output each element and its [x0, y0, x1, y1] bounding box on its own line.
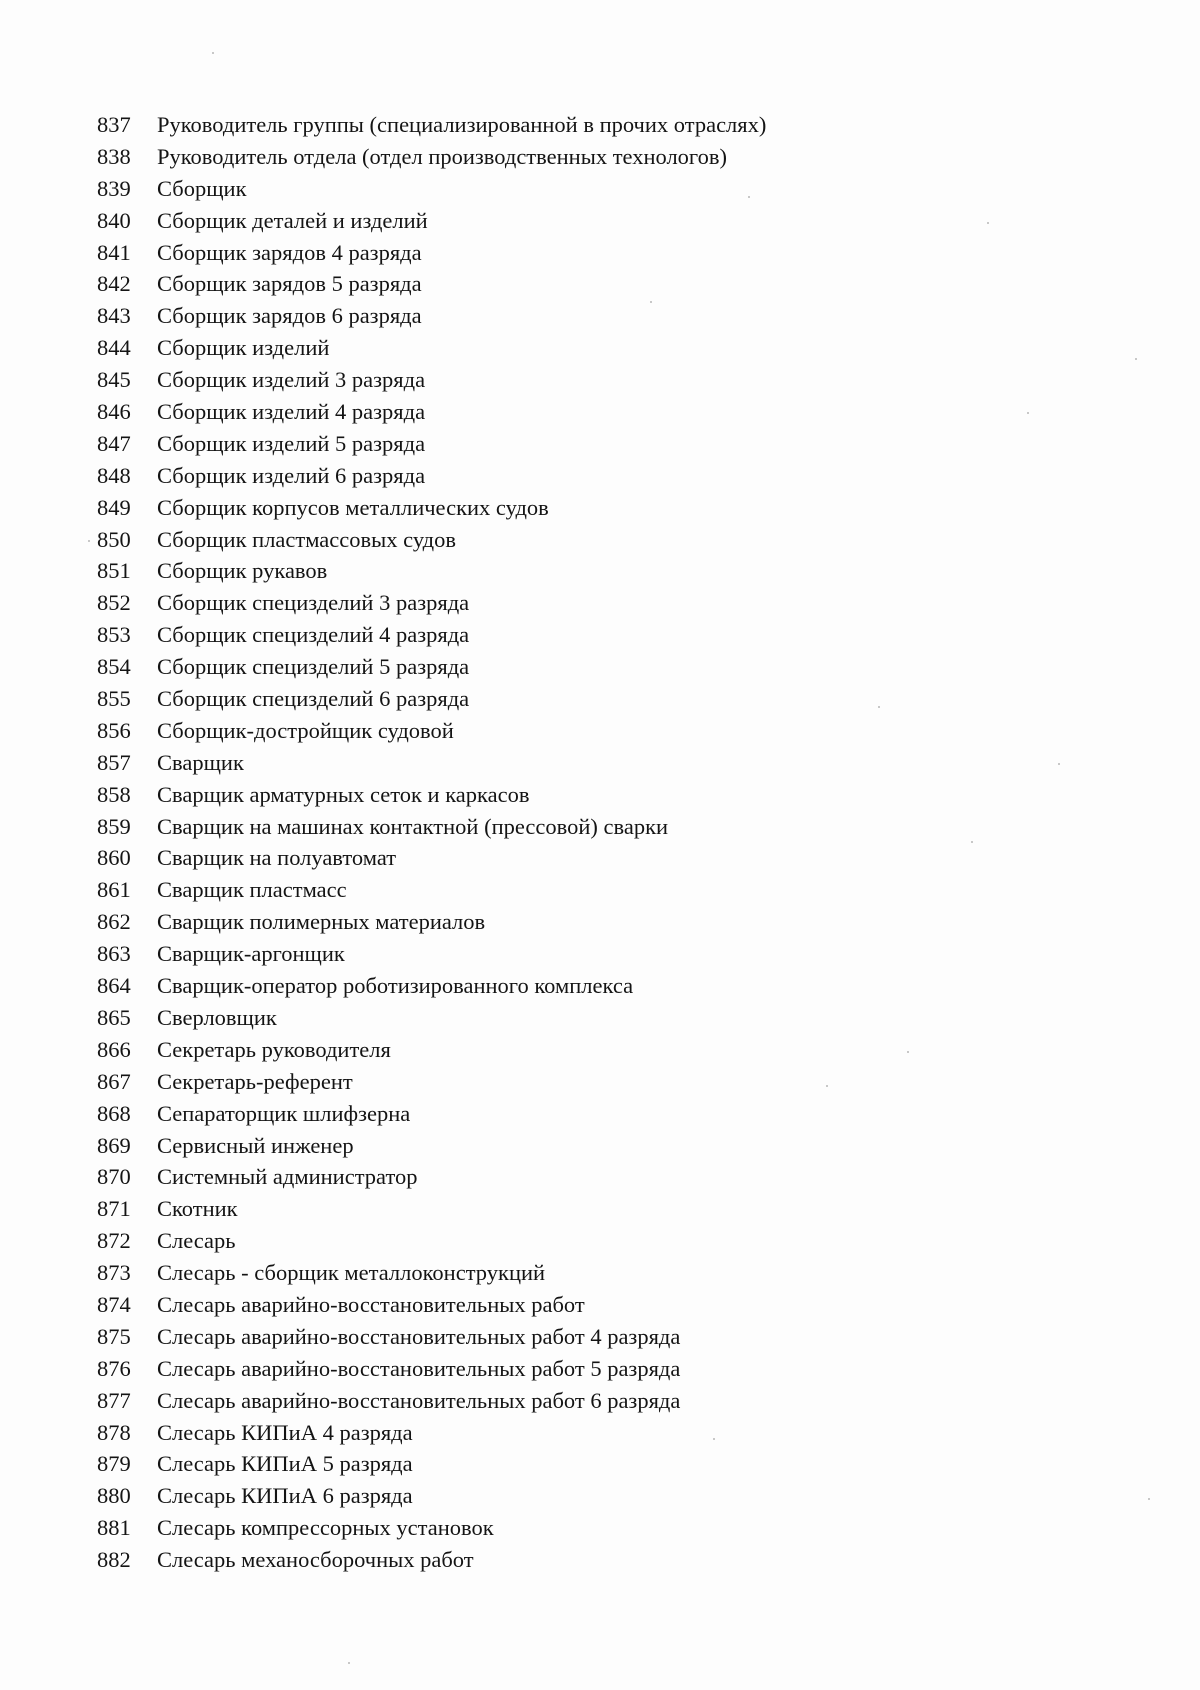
- entry-number: 876: [97, 1355, 131, 1381]
- list-item: [97, 208, 1097, 240]
- entry-number: 872: [97, 1228, 131, 1254]
- list-item: [97, 845, 1097, 877]
- list-item: [97, 1356, 1097, 1388]
- list-item: [97, 686, 1097, 718]
- entry-title: Слесарь аварийно-восстановительных работ: [157, 1291, 585, 1317]
- entry-number: 864: [97, 973, 131, 999]
- scan-speck: [971, 841, 973, 843]
- list-item: [97, 782, 1097, 814]
- entry-title: Системный администратор: [157, 1164, 418, 1190]
- list-item: [97, 558, 1097, 590]
- entry-number: 840: [97, 207, 131, 233]
- scan-speck: [1148, 1498, 1150, 1500]
- list-item: [97, 1420, 1097, 1452]
- list-item: [97, 1101, 1097, 1133]
- entry-number: 856: [97, 717, 131, 743]
- entry-title: Руководитель отдела (отдел производственных технологов): [157, 143, 727, 169]
- entry-title: Сборщик изделий 5 разряда: [157, 430, 426, 456]
- entry-number: 859: [97, 813, 131, 839]
- entry-title: Слесарь механосборочных работ: [157, 1547, 474, 1573]
- list-item: [97, 750, 1097, 782]
- list-item: [97, 909, 1097, 941]
- list-item: [97, 622, 1097, 654]
- entry-number: 841: [97, 239, 131, 265]
- scan-speck: [1027, 412, 1029, 414]
- entry-number: 848: [97, 462, 131, 488]
- entry-number: 866: [97, 1036, 131, 1062]
- list-item: [97, 877, 1097, 909]
- list-item: [97, 941, 1097, 973]
- entry-number: 877: [97, 1387, 131, 1413]
- entry-number: 846: [97, 399, 131, 425]
- list-item: [97, 1037, 1097, 1069]
- entry-title: Сверловщик: [157, 1004, 277, 1030]
- list-item: [97, 814, 1097, 846]
- entry-number: 851: [97, 558, 131, 584]
- entry-title: Слесарь аварийно-восстановительных работ 5 разряда: [157, 1355, 681, 1381]
- entry-title: Сборщик пластмассовых судов: [157, 526, 456, 552]
- entry-title: Сварщик пластмасс: [157, 877, 347, 903]
- entry-number: 862: [97, 909, 131, 935]
- list-item: [97, 1164, 1097, 1196]
- entry-number: 838: [97, 143, 131, 169]
- list-item: [97, 112, 1097, 144]
- list-item: [97, 1483, 1097, 1515]
- list-item: [97, 495, 1097, 527]
- list-item: [97, 335, 1097, 367]
- entry-number: 880: [97, 1483, 131, 1509]
- entry-title: Сварщик полимерных материалов: [157, 909, 486, 935]
- entry-title: Секретарь-референт: [157, 1068, 353, 1094]
- list-item: [97, 1388, 1097, 1420]
- list-item: [97, 973, 1097, 1005]
- list-item: [97, 1324, 1097, 1356]
- list-item: [97, 1292, 1097, 1324]
- entry-title: Сварщик-аргонщик: [157, 941, 345, 967]
- entry-title: Сборщик корпусов металлических судов: [157, 494, 549, 520]
- entry-title: Сборщик изделий 3 разряда: [157, 367, 426, 393]
- entry-title: Слесарь: [157, 1228, 236, 1254]
- scan-speck: [650, 301, 652, 303]
- entry-title: Сборщик рукавов: [157, 558, 328, 584]
- entry-title: Сборщик зарядов 6 разряда: [157, 303, 422, 329]
- list-item: [97, 1069, 1097, 1101]
- entry-number: 854: [97, 654, 131, 680]
- entry-number: 839: [97, 175, 131, 201]
- entry-title: Слесарь аварийно-восстановительных работ 4 разряда: [157, 1323, 681, 1349]
- occupation-list: [97, 112, 1097, 1579]
- scan-speck: [826, 1085, 828, 1087]
- entry-title: Слесарь - сборщик металлоконструкций: [157, 1260, 546, 1286]
- entry-title: Сборщик изделий 4 разряда: [157, 399, 426, 425]
- entry-number: 874: [97, 1291, 131, 1317]
- entry-title: Слесарь компрессорных установок: [157, 1515, 494, 1541]
- entry-number: 881: [97, 1515, 131, 1541]
- entry-number: 873: [97, 1260, 131, 1286]
- entry-number: 849: [97, 494, 131, 520]
- entry-number: 857: [97, 749, 131, 775]
- scan-speck: [907, 1051, 909, 1053]
- entry-title: Сборщик специзделий 6 разряда: [157, 686, 470, 712]
- entry-number: 869: [97, 1132, 131, 1158]
- entry-title: Сварщик на машинах контактной (прессовой) сварки: [157, 813, 669, 839]
- entry-number: 837: [97, 112, 131, 137]
- entry-number: 878: [97, 1419, 131, 1445]
- entry-number: 850: [97, 526, 131, 552]
- entry-title: Сборщик специзделий 5 разряда: [157, 654, 470, 680]
- list-item: [97, 1451, 1097, 1483]
- entry-number: 853: [97, 622, 131, 648]
- entry-title: Секретарь руководителя: [157, 1036, 391, 1062]
- entry-title: Сборщик деталей и изделий: [157, 207, 428, 233]
- entry-title: Сборщик изделий: [157, 335, 330, 361]
- entry-title: Сварщик: [157, 749, 244, 775]
- entry-number: 870: [97, 1164, 131, 1190]
- scan-speck: [1058, 763, 1060, 765]
- scan-speck: [1135, 358, 1137, 360]
- entry-number: 882: [97, 1547, 131, 1573]
- list-item: [97, 718, 1097, 750]
- list-item: [97, 463, 1097, 495]
- scan-speck: [987, 222, 989, 224]
- entry-title: Сборщик-достройщик судовой: [157, 717, 454, 743]
- scan-speck: [748, 196, 750, 198]
- entry-title: Сварщик на полуавтомат: [157, 845, 397, 871]
- list-item: [97, 431, 1097, 463]
- entry-title: Слесарь КИПиА 6 разряда: [157, 1483, 413, 1509]
- entry-title: Сборщик зарядов 5 разряда: [157, 271, 422, 297]
- scan-speck: [878, 706, 880, 708]
- list-item: [97, 1260, 1097, 1292]
- entry-title: Сборщик: [157, 175, 247, 201]
- entry-number: 844: [97, 335, 131, 361]
- list-item: [97, 144, 1097, 176]
- entry-title: Руководитель группы (специализированной в прочих отраслях): [157, 112, 767, 137]
- entry-title: Слесарь КИПиА 4 разряда: [157, 1419, 413, 1445]
- entry-number: 860: [97, 845, 131, 871]
- scan-speck: [713, 1438, 715, 1440]
- list-item: [97, 654, 1097, 686]
- entry-number: 863: [97, 941, 131, 967]
- entry-number: 842: [97, 271, 131, 297]
- entry-title: Сварщик арматурных сеток и каркасов: [157, 781, 530, 807]
- list-item: [97, 527, 1097, 559]
- entry-number: 879: [97, 1451, 131, 1477]
- entry-number: 855: [97, 686, 131, 712]
- entry-title: Сепараторщик шлифзерна: [157, 1100, 411, 1126]
- list-item: [97, 367, 1097, 399]
- entry-number: 852: [97, 590, 131, 616]
- entry-number: 868: [97, 1100, 131, 1126]
- entry-title: Сервисный инженер: [157, 1132, 354, 1158]
- list-item: [97, 1228, 1097, 1260]
- entry-number: 861: [97, 877, 131, 903]
- list-item: [97, 1005, 1097, 1037]
- entry-number: 867: [97, 1068, 131, 1094]
- scan-speck: [212, 52, 214, 54]
- list-item: [97, 271, 1097, 303]
- list-item: [97, 1196, 1097, 1228]
- entry-title: Слесарь аварийно-восстановительных работ 6 разряда: [157, 1387, 681, 1413]
- list-item: [97, 1547, 1097, 1579]
- entry-number: 871: [97, 1196, 131, 1222]
- entry-number: 858: [97, 781, 131, 807]
- entry-title: Сборщик специзделий 3 разряда: [157, 590, 470, 616]
- list-item: [97, 1515, 1097, 1547]
- entry-number: 843: [97, 303, 131, 329]
- list-item: [97, 303, 1097, 335]
- entry-number: 847: [97, 430, 131, 456]
- list-item: [97, 176, 1097, 208]
- list-item: [97, 590, 1097, 622]
- entry-title: Скотник: [157, 1196, 238, 1222]
- entry-title: Сборщик зарядов 4 разряда: [157, 239, 422, 265]
- entry-number: 865: [97, 1004, 131, 1030]
- entry-title: Сборщик изделий 6 разряда: [157, 462, 426, 488]
- list-item: [97, 399, 1097, 431]
- entry-title: Сварщик-оператор роботизированного комплекса: [157, 973, 634, 999]
- entry-title: Слесарь КИПиА 5 разряда: [157, 1451, 413, 1477]
- scan-speck: [348, 1662, 350, 1664]
- entry-number: 875: [97, 1323, 131, 1349]
- list-item: [97, 240, 1097, 272]
- list-item: [97, 1133, 1097, 1165]
- entry-title: Сборщик специзделий 4 разряда: [157, 622, 470, 648]
- scan-speck: [88, 540, 90, 542]
- entry-number: 845: [97, 367, 131, 393]
